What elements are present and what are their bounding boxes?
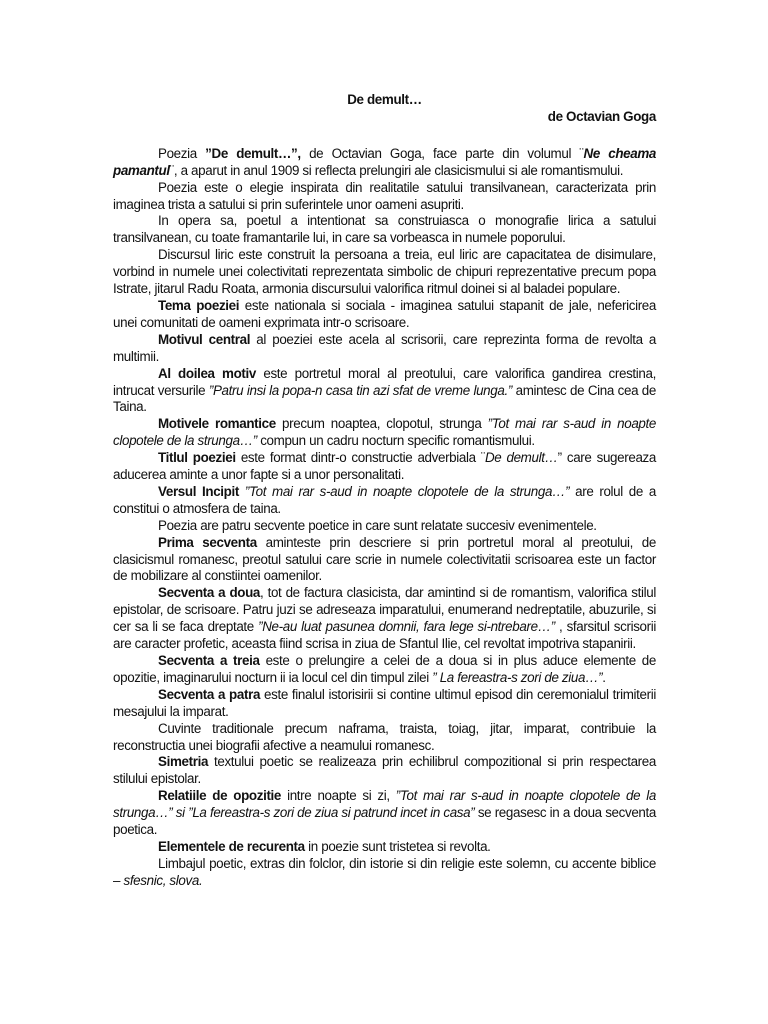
text-run: de Octavian Goga, face parte din volumul ¨ [300,145,584,161]
bold-term: Motivele romantice [158,416,276,432]
paragraph [113,653,656,687]
bold-term: Relatiile de opozitie [158,788,282,804]
bold-term: Ne cheama pamantul [113,145,656,178]
paragraph [113,535,656,586]
text-run: . [602,669,606,685]
paragraph [113,416,656,450]
paragraph [113,518,656,535]
paragraph [113,366,656,417]
bold-term: Secventa a patra [158,686,261,702]
text-run: amintesc de Cina cea de Taina. [113,382,657,415]
italic-quote: ”Tot mai rar s-aud in noapte clopotele de la strunga…” [244,483,570,499]
text-run: Poezia este o elegie inspirata din realitatile satului transilvanean, caracterizata prin imaginea trista a satului si prin suferintele unor oameni asupriti. [113,179,656,212]
bold-term: Secventa a treia [158,653,260,668]
text-run: precum noaptea, clopotul, strunga [275,416,488,432]
text-run: in poezie sunt tristetea si revolta. [304,838,491,854]
bold-term: Tema poeziei [158,297,240,313]
text-run: al poeziei este acela al scrisorii, care reprezinta forma de revolta a multimii. [113,331,656,364]
italic-quote: sfesnic, slova. [123,872,203,888]
paragraph [113,839,656,856]
text-run: aminteste prin descriere si prin portretul moral al preotului, de clasicismul romanesc, preotul satului care scrie in numele colectivitatii scrisoarea este un factor de mobilizare al constiintei oamenilor. [113,534,656,584]
text-run: este finalul istorisirii si contine ultimul episod din ceremonialul trimiterii mesajului la imparat. [113,686,656,719]
text-run: Cuvinte traditionale precum naframa, traista, toiag, jitar, imparat, contribuie la reconstructia unei biografii afective a neamului romanesc. [113,720,656,753]
bold-term: Al doilea motiv [158,365,256,381]
document-title: De demult… [347,92,422,107]
bold-term: Motivul central [158,331,251,347]
text-run: , tot de factura clasicista, dar amintind si de romantism, valorifica stilul epistolar, de scrisoare. Patru juzi se adreseaza imparatului, enumerand nedreptatile, abuzurile, si cer sa li se faca dreptate [113,585,656,635]
paragraph [113,721,656,755]
paragraph [113,585,656,653]
italic-quote: ”Patru insi la popa-n casa tin azi sfat de vreme lunga.” [208,382,512,398]
italic-quote: ”Ne-au luat pasunea domnii, fara lege si-ntrebare…” [258,619,555,635]
bold-term: Titlul poeziei [158,450,236,466]
paragraph [113,247,656,298]
bold-term: Versul Incipit [158,483,239,499]
bold-term: ”De demult…”, [205,145,301,161]
text-run: se regasesc in a doua secventa poetica. [113,805,657,838]
text-run: este nationala si sociala - imaginea satului stapanit de jale, nefericirea unei comunitati de oameni exprimata intr-o scrisoare. [113,297,656,330]
bold-term: Simetria [158,754,209,770]
text-run: textului poetic se realizeaza prin echilibrul compozitional si prin respectarea stilului epistolar. [113,754,656,787]
italic-quote: ”Tot mai rar s-aud in noapte clopotele de la strunga…” [113,416,656,449]
text-run: compun un cadru nocturn specific romantismului. [256,433,535,449]
italic-quote: ”Tot mai rar s-aud in noapte clopotele de la strunga…” si ”La fereastra-s zori de ziua si patrund incet in casa” [113,788,656,821]
text-run: Poezia [158,145,206,161]
text-run: ¨, a aparut in anul 1909 si reflecta prelungiri ale clasicismului si ale romantismului. [169,162,624,178]
text-run: Discursul liric este construit la persoana a treia, eul liric are capacitatea de disimulare, vorbind in numele unei colectivitati reprezentata simbolic de chipuri reprezentative precum popa Istrate, jitarul Radu Roata, armonia discursului valorifica ritmul doinei si al baladei populare. [113,247,656,297]
text-run: , sfarsitul scrisorii are caracter profetic, aceasta fiind scrisa in ziua de Sfantul Ilie, cel revoltat impotriva stapanirii. [113,619,656,652]
document-author: de Octavian Goga [547,108,656,124]
text-run: Poezia are patru secvente poetice in care sunt relatate succesiv evenimentele. [158,517,597,533]
text-run: Limbajul poetic, extras din folclor, din istorie si din religie este solemn, cu accente biblice – [113,855,656,888]
text-run: este format dintr-o constructie adverbiala ¨ [235,450,485,466]
paragraph [113,298,656,332]
text-run: intre noapte si zi, [281,788,396,804]
bold-term: Secventa a doua [158,585,261,601]
text-run: ” care sugereaza aducerea aminte a unor fapte si a unor personalitati. [113,450,656,483]
paragraph [113,146,656,180]
text-run: este o prelungire a celei de a doua si in plus aduce elemente de opozitie, imaginarului nocturn ii ia locul cel din timpul zilei [113,653,656,685]
bold-term: Prima secventa [158,534,257,550]
italic-quote: De demult… [484,450,558,466]
text-run: este portretul moral al preotului, care valorifica gandirea crestina, intrucat versurile [113,365,656,398]
bold-term: Elementele de recurenta [158,838,305,854]
paragraph [113,687,656,721]
paragraph [113,332,656,366]
text-run: are rolul de a constitui o atmosfera de taina. [113,483,656,516]
paragraph [113,856,656,890]
paragraph [113,484,656,518]
paragraph [113,180,656,214]
text-run: In opera sa, poetul a intentionat sa construiasca o monografie lirica a satului transilvanean, cu toate framantarile lui, in care sa vorbeasca in numele poporului. [113,213,656,246]
paragraph [113,754,656,788]
paragraph-list [113,146,656,890]
paragraph [113,788,656,839]
paragraph [113,213,656,247]
paragraph [113,450,656,484]
italic-quote: ” La fereastra-s zori de ziua…” [432,669,603,685]
document-body [113,92,656,890]
